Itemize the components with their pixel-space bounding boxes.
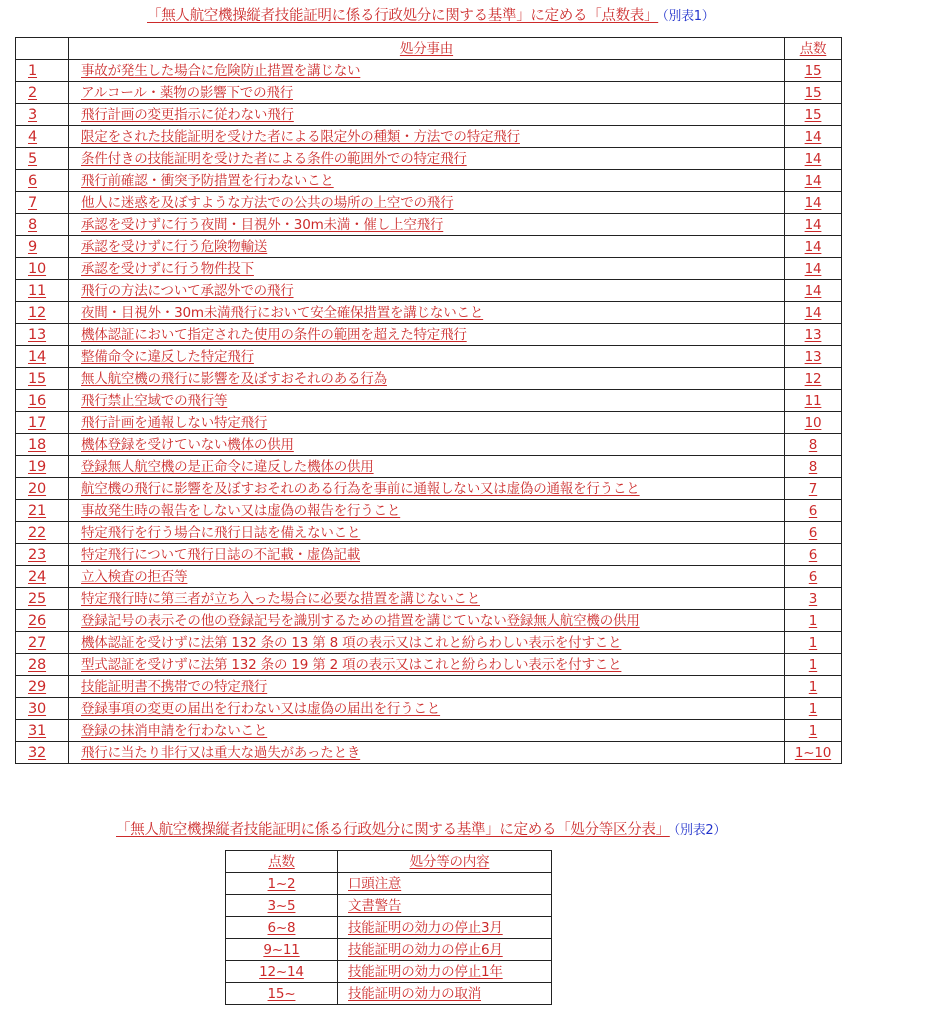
table-row <box>226 983 552 1005</box>
header-points <box>785 38 842 60</box>
points-table-header <box>16 38 842 60</box>
row-number-cell <box>16 104 69 126</box>
row-points-link[interactable]: 13 <box>804 326 822 343</box>
row-points-cell <box>785 654 842 676</box>
row-reason-cell <box>69 522 785 544</box>
header-reason <box>69 38 785 60</box>
row-reason-cell <box>69 478 785 500</box>
row-points-cell <box>785 566 842 588</box>
row-number-cell <box>16 390 69 412</box>
row-points-link[interactable]: 14 <box>804 260 822 277</box>
row-reason-cell <box>69 192 785 214</box>
row-reason-cell <box>69 324 785 346</box>
row-reason-cell <box>69 676 785 698</box>
points-table-body <box>16 60 842 764</box>
row-points-cell <box>785 742 842 764</box>
row-points-link[interactable]: 1 <box>808 612 818 629</box>
content-cell <box>338 873 552 895</box>
row-points-cell <box>785 82 842 104</box>
row-number-link[interactable]: 29 <box>28 678 47 695</box>
range-link[interactable]: 1~2 <box>267 875 296 892</box>
table-row <box>16 346 842 368</box>
row-number-link[interactable]: 22 <box>28 524 47 541</box>
table-row <box>16 148 842 170</box>
row-points-cell <box>785 280 842 302</box>
row-points-cell <box>785 500 842 522</box>
row-number-cell <box>16 522 69 544</box>
row-number-cell <box>16 544 69 566</box>
row-number-link[interactable]: 3 <box>28 106 38 123</box>
row-number-link[interactable]: 9 <box>28 238 38 255</box>
table-row <box>226 895 552 917</box>
table-row <box>16 368 842 390</box>
row-points-link[interactable]: 8 <box>808 458 818 475</box>
row-points-cell <box>785 632 842 654</box>
row-reason-link[interactable]: 飛行計画を通報しない特定飛行 <box>81 414 268 431</box>
row-number-link[interactable]: 20 <box>28 480 47 497</box>
points-table <box>15 37 842 764</box>
row-points-link[interactable]: 12 <box>804 370 822 387</box>
table-row <box>16 390 842 412</box>
row-reason-cell <box>69 632 785 654</box>
row-points-cell <box>785 456 842 478</box>
row-points-link[interactable]: 15 <box>804 62 822 79</box>
range-link[interactable]: 3~5 <box>267 897 296 914</box>
row-points-cell <box>785 214 842 236</box>
row-points-link[interactable]: 13 <box>804 348 822 365</box>
row-number-link[interactable]: 25 <box>28 590 47 607</box>
row-number-link[interactable]: 28 <box>28 656 47 673</box>
row-number-link[interactable]: 30 <box>28 700 47 717</box>
row-number-cell <box>16 566 69 588</box>
row-reason-cell <box>69 214 785 236</box>
row-reason-link[interactable]: 特定飛行について飛行日誌の不記載・虚偽記載 <box>81 546 361 563</box>
row-reason-link[interactable]: 承認を受けずに行う危険物輸送 <box>81 238 268 255</box>
range-link[interactable]: 15~ <box>267 985 296 1002</box>
row-reason-link[interactable]: 事故発生時の報告をしない又は虚偽の報告を行うこと <box>81 502 401 519</box>
row-number-cell <box>16 258 69 280</box>
row-points-link[interactable]: 1 <box>808 678 818 695</box>
row-number-link[interactable]: 19 <box>28 458 47 475</box>
row-reason-cell <box>69 456 785 478</box>
row-number-cell <box>16 698 69 720</box>
row-reason-cell <box>69 236 785 258</box>
table-row <box>16 170 842 192</box>
content-cell <box>338 895 552 917</box>
row-reason-link[interactable]: 機体登録を受けていない機体の供用 <box>81 436 294 453</box>
table-row <box>16 654 842 676</box>
row-points-cell <box>785 170 842 192</box>
table-row <box>16 412 842 434</box>
row-number-cell <box>16 456 69 478</box>
table-row <box>16 588 842 610</box>
points-table-title <box>147 6 714 27</box>
row-reason-link[interactable]: 承認を受けずに行う夜間・目視外・30m未満・催し上空飛行 <box>81 216 444 233</box>
row-reason-link[interactable]: 飛行計画の変更指示に従わない飛行 <box>81 106 294 123</box>
row-points-cell <box>785 544 842 566</box>
content-link[interactable]: 技能証明の効力の取消 <box>348 985 481 1002</box>
content-cell <box>338 983 552 1005</box>
row-points-link[interactable]: 14 <box>804 238 822 255</box>
row-reason-link[interactable]: 夜間・目視外・30m未満飛行において安全確保措置を講じないこと <box>81 304 484 321</box>
row-points-cell <box>785 412 842 434</box>
row-number-cell <box>16 126 69 148</box>
row-reason-link[interactable]: 整備命令に違反した特定飛行 <box>81 348 254 365</box>
row-number-link[interactable]: 13 <box>28 326 47 343</box>
row-points-cell <box>785 324 842 346</box>
table-row <box>16 500 842 522</box>
row-points-link[interactable]: 6 <box>808 502 818 519</box>
table-row <box>16 456 842 478</box>
range-cell <box>226 939 338 961</box>
row-reason-cell <box>69 390 785 412</box>
row-points-cell <box>785 588 842 610</box>
table-row <box>16 126 842 148</box>
row-points-cell <box>785 258 842 280</box>
row-points-cell <box>785 434 842 456</box>
content-cell <box>338 939 552 961</box>
row-reason-cell <box>69 368 785 390</box>
table-row <box>16 434 842 456</box>
table-row <box>16 720 842 742</box>
row-reason-cell <box>69 544 785 566</box>
row-reason-link[interactable]: 登録の抹消申請を行わないこと <box>81 722 268 739</box>
row-reason-cell <box>69 148 785 170</box>
row-reason-link[interactable]: 飛行の方法について承認外での飛行 <box>81 282 294 299</box>
row-reason-link[interactable]: 立入検査の拒否等 <box>81 568 188 585</box>
row-number-link[interactable]: 27 <box>28 634 47 651</box>
row-reason-cell <box>69 698 785 720</box>
row-reason-link[interactable]: 条件付きの技能証明を受けた者による条件の範囲外での特定飛行 <box>81 150 467 167</box>
header-points-range <box>226 851 338 873</box>
row-reason-link[interactable]: 特定飛行を行う場合に飛行日誌を備えないこと <box>81 524 361 541</box>
row-reason-cell <box>69 170 785 192</box>
row-reason-link[interactable]: 特定飛行時に第三者が立ち入った場合に必要な措置を講じないこと <box>81 590 480 607</box>
table-row <box>16 676 842 698</box>
row-points-link[interactable]: 14 <box>804 128 822 145</box>
row-points-link[interactable]: 15 <box>804 84 822 101</box>
row-reason-cell <box>69 258 785 280</box>
row-number-cell <box>16 500 69 522</box>
row-points-link[interactable]: 10 <box>804 414 822 431</box>
row-number-link[interactable]: 2 <box>28 84 38 101</box>
row-number-link[interactable]: 23 <box>28 546 47 563</box>
row-reason-cell <box>69 280 785 302</box>
row-number-link[interactable]: 16 <box>28 392 47 409</box>
row-points-cell <box>785 720 842 742</box>
row-points-cell <box>785 236 842 258</box>
range-cell <box>226 983 338 1005</box>
points-table-title-link[interactable]: 「無人航空機操縦者技能証明に係る行政処分に関する基準」に定める「点数表」 <box>147 8 659 24</box>
row-points-link[interactable]: 14 <box>804 282 822 299</box>
content-link[interactable]: 技能証明の効力の停止6月 <box>348 941 503 958</box>
row-number-cell <box>16 148 69 170</box>
row-points-cell <box>785 522 842 544</box>
row-number-cell <box>16 82 69 104</box>
content-cell <box>338 917 552 939</box>
row-reason-link[interactable]: 型式認証を受けずに法第 132 条の 19 第 2 項の表示又はこれと紛らわしい表示を付すこと <box>81 656 622 673</box>
row-points-cell <box>785 126 842 148</box>
row-points-cell <box>785 60 842 82</box>
row-reason-link[interactable]: 機体認証において指定された使用の条件の範囲を超えた特定飛行 <box>81 326 467 343</box>
row-points-link[interactable]: 14 <box>804 194 822 211</box>
row-reason-cell <box>69 434 785 456</box>
header-no <box>16 38 69 60</box>
row-number-cell <box>16 588 69 610</box>
table-row <box>16 566 842 588</box>
disposition-table-header <box>226 851 552 873</box>
row-reason-link[interactable]: 飛行禁止空域での飛行等 <box>81 392 228 409</box>
row-reason-link[interactable]: 航空機の飛行に影響を及ぼすおそれのある行為を事前に通報しない又は虚偽の通報を行うこと <box>81 480 640 497</box>
row-reason-cell <box>69 654 785 676</box>
table-row <box>16 280 842 302</box>
row-points-link[interactable]: 14 <box>804 172 822 189</box>
range-link[interactable]: 6~8 <box>267 919 296 936</box>
row-points-link[interactable]: 7 <box>808 480 818 497</box>
row-reason-cell <box>69 104 785 126</box>
content-link[interactable]: 技能証明の効力の停止3月 <box>348 919 503 936</box>
row-number-cell <box>16 236 69 258</box>
table-row <box>16 192 842 214</box>
table-row <box>16 478 842 500</box>
row-number-cell <box>16 324 69 346</box>
row-number-link[interactable]: 12 <box>28 304 47 321</box>
range-cell <box>226 961 338 983</box>
row-reason-link[interactable]: 飛行に当たり非行又は重大な過失があったとき <box>81 744 361 761</box>
points-table-note: （別表1） <box>662 9 715 24</box>
disposition-table-body <box>226 873 552 1005</box>
table-row <box>16 632 842 654</box>
table-row <box>16 522 842 544</box>
row-number-link[interactable]: 21 <box>28 502 47 519</box>
row-points-cell <box>785 610 842 632</box>
table-row <box>226 917 552 939</box>
row-number-link[interactable]: 18 <box>28 436 47 453</box>
row-reason-link[interactable]: 飛行前確認・衝突予防措置を行わないこと <box>81 172 334 189</box>
row-reason-link[interactable]: アルコール・薬物の影響下での飛行 <box>81 84 293 101</box>
table-row <box>16 742 842 764</box>
row-number-cell <box>16 280 69 302</box>
row-points-cell <box>785 192 842 214</box>
range-cell <box>226 873 338 895</box>
row-points-link[interactable]: 6 <box>808 568 818 585</box>
row-points-link[interactable]: 14 <box>804 304 822 321</box>
row-points-cell <box>785 368 842 390</box>
row-number-cell <box>16 368 69 390</box>
row-points-link[interactable]: 6 <box>808 524 818 541</box>
row-number-link[interactable]: 17 <box>28 414 47 431</box>
row-points-link[interactable]: 1 <box>808 634 818 651</box>
row-number-link[interactable]: 4 <box>28 128 38 145</box>
row-points-cell <box>785 346 842 368</box>
table-row <box>16 82 842 104</box>
row-points-link[interactable]: 6 <box>808 546 818 563</box>
row-reason-link[interactable]: 登録事項の変更の届出を行わない又は虚偽の届出を行うこと <box>81 700 441 717</box>
table-row <box>16 236 842 258</box>
header-content <box>338 851 552 873</box>
row-number-link[interactable]: 14 <box>28 348 47 365</box>
row-number-link[interactable]: 11 <box>28 282 47 299</box>
row-number-cell <box>16 170 69 192</box>
row-points-cell <box>785 676 842 698</box>
row-number-cell <box>16 676 69 698</box>
row-points-cell <box>785 104 842 126</box>
row-points-cell <box>785 390 842 412</box>
row-reason-cell <box>69 566 785 588</box>
header-points-link[interactable]: 点数 <box>799 40 827 57</box>
row-reason-cell <box>69 82 785 104</box>
table-row <box>16 610 842 632</box>
row-points-link[interactable]: 11 <box>804 392 822 409</box>
row-reason-cell <box>69 126 785 148</box>
table-row <box>16 104 842 126</box>
row-reason-link[interactable]: 無人航空機の飛行に影響を及ぼすおそれのある行為 <box>81 370 387 387</box>
row-number-cell <box>16 742 69 764</box>
range-cell <box>226 895 338 917</box>
row-number-cell <box>16 478 69 500</box>
row-number-link[interactable]: 5 <box>28 150 38 167</box>
row-points-link[interactable]: 1~10 <box>794 744 832 761</box>
row-reason-link[interactable]: 事故が発生した場合に危険防止措置を講じない <box>81 62 361 79</box>
row-points-link[interactable]: 1 <box>808 656 818 673</box>
row-points-cell <box>785 478 842 500</box>
row-number-link[interactable]: 31 <box>28 722 47 739</box>
table-row <box>16 324 842 346</box>
content-link[interactable]: 文書警告 <box>348 897 402 914</box>
row-reason-cell <box>69 742 785 764</box>
row-reason-cell <box>69 412 785 434</box>
row-number-link[interactable]: 26 <box>28 612 47 629</box>
row-number-link[interactable]: 15 <box>28 370 47 387</box>
disposition-table-note: （別表2） <box>673 823 727 838</box>
range-link[interactable]: 12~14 <box>259 963 304 980</box>
row-points-cell <box>785 148 842 170</box>
row-points-link[interactable]: 1 <box>808 700 818 717</box>
row-reason-link[interactable]: 限定をされた技能証明を受けた者による限定外の種類・方法での特定飛行 <box>81 128 520 145</box>
row-reason-link[interactable]: 承認を受けずに行う物件投下 <box>81 260 254 277</box>
row-reason-link[interactable]: 登録無人航空機の是正命令に違反した機体の供用 <box>81 458 374 475</box>
table-row <box>226 873 552 895</box>
row-number-link[interactable]: 24 <box>28 568 47 585</box>
range-cell <box>226 917 338 939</box>
row-reason-link[interactable]: 他人に迷惑を及ぼすような方法での公共の場所の上空での飛行 <box>81 194 454 211</box>
table-row <box>16 302 842 324</box>
disposition-table <box>225 850 552 1005</box>
row-reason-cell <box>69 346 785 368</box>
row-points-cell <box>785 698 842 720</box>
content-link[interactable]: 技能証明の効力の停止1年 <box>348 963 503 980</box>
disposition-table-title <box>116 820 726 841</box>
row-number-cell <box>16 434 69 456</box>
row-reason-cell <box>69 720 785 742</box>
row-points-link[interactable]: 3 <box>808 590 818 607</box>
row-number-link[interactable]: 32 <box>28 744 47 761</box>
table-row <box>16 544 842 566</box>
row-number-cell <box>16 60 69 82</box>
table-row <box>16 214 842 236</box>
row-number-cell <box>16 654 69 676</box>
row-number-cell <box>16 346 69 368</box>
row-number-cell <box>16 412 69 434</box>
row-reason-cell <box>69 302 785 324</box>
row-points-link[interactable]: 14 <box>804 216 822 233</box>
header-points-range-link[interactable]: 点数 <box>268 853 295 870</box>
table-row <box>16 60 842 82</box>
row-number-cell <box>16 720 69 742</box>
row-number-link[interactable]: 7 <box>28 194 38 211</box>
row-reason-link[interactable]: 機体認証を受けずに法第 132 条の 13 第 8 項の表示又はこれと紛らわしい表示を付すこと <box>81 634 622 651</box>
row-reason-link[interactable]: 技能証明書不携帯での特定飛行 <box>81 678 268 695</box>
row-number-cell <box>16 192 69 214</box>
content-cell <box>338 961 552 983</box>
range-link[interactable]: 9~11 <box>263 941 300 958</box>
header-content-link[interactable]: 処分等の内容 <box>409 853 490 870</box>
row-number-cell <box>16 632 69 654</box>
disposition-table-title-link[interactable]: 「無人航空機操縦者技能証明に係る行政処分に関する基準」に定める「処分等区分表」 <box>116 822 670 838</box>
row-points-link[interactable]: 15 <box>804 106 822 123</box>
row-number-link[interactable]: 1 <box>28 62 38 79</box>
row-reason-link[interactable]: 登録記号の表示その他の登録記号を識別するための措置を講じていない登録無人航空機の供用 <box>81 612 640 629</box>
content-link[interactable]: 口頭注意 <box>348 875 402 892</box>
table-row <box>16 258 842 280</box>
row-number-cell <box>16 214 69 236</box>
row-reason-cell <box>69 610 785 632</box>
row-number-link[interactable]: 10 <box>28 260 47 277</box>
table-row <box>16 698 842 720</box>
row-reason-cell <box>69 60 785 82</box>
row-reason-cell <box>69 500 785 522</box>
row-number-cell <box>16 302 69 324</box>
row-points-link[interactable]: 1 <box>808 722 818 739</box>
table-row <box>226 939 552 961</box>
header-reason-link[interactable]: 処分事由 <box>399 40 454 57</box>
row-points-link[interactable]: 8 <box>808 436 818 453</box>
table-row <box>226 961 552 983</box>
row-number-link[interactable]: 6 <box>28 172 38 189</box>
row-number-link[interactable]: 8 <box>28 216 38 233</box>
row-points-link[interactable]: 14 <box>804 150 822 167</box>
row-points-cell <box>785 302 842 324</box>
row-number-cell <box>16 610 69 632</box>
row-reason-cell <box>69 588 785 610</box>
